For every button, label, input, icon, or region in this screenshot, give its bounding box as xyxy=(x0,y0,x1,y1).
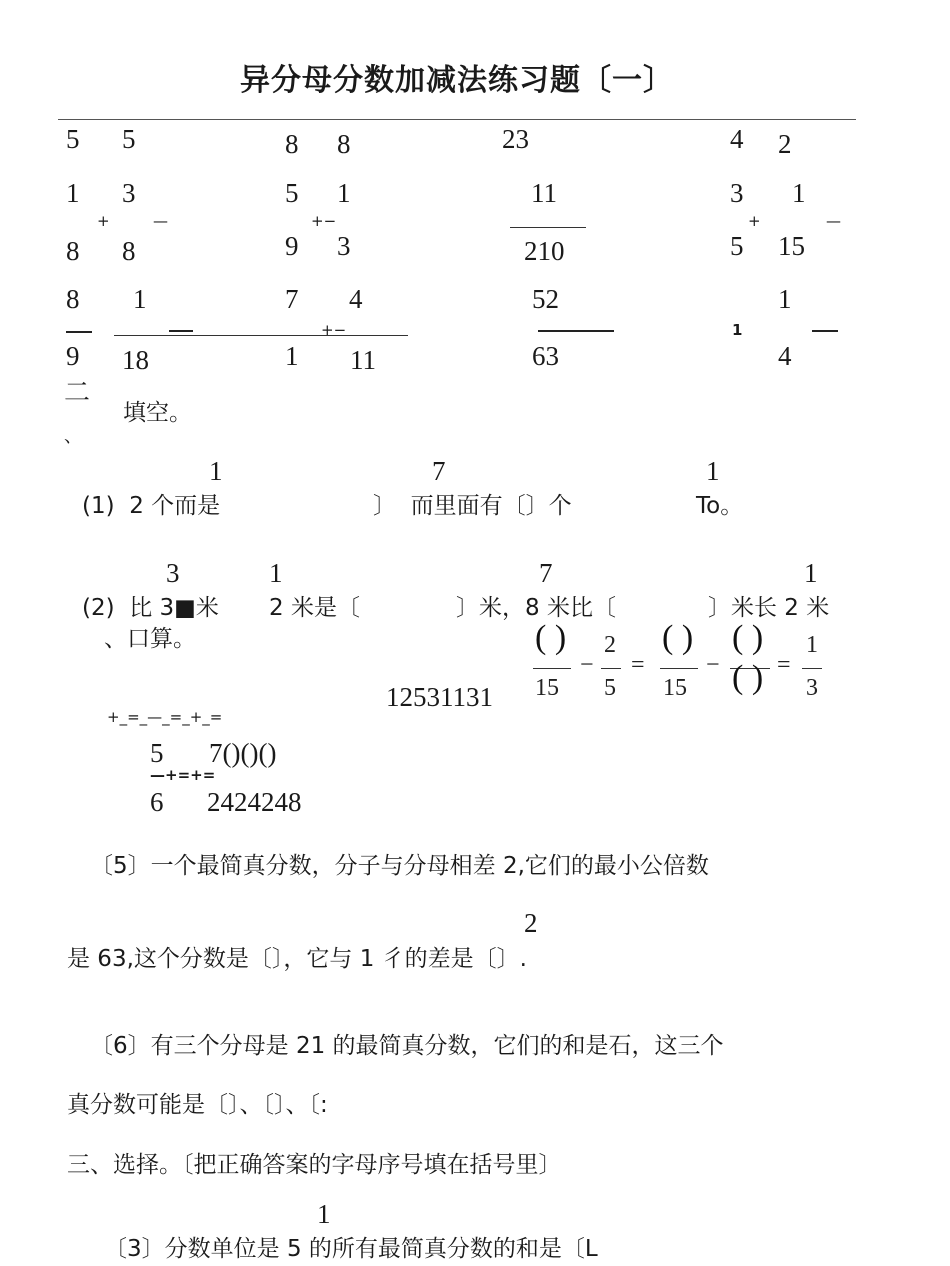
numeral: 52 xyxy=(532,284,559,314)
q1-fraction-top: 1 xyxy=(209,456,223,486)
q4-numbers: 12531131 xyxy=(386,682,493,712)
numeral: 1 xyxy=(806,632,818,658)
operator: + xyxy=(748,212,761,230)
numeral: 4 xyxy=(349,284,363,314)
numeral: 63 xyxy=(532,341,559,371)
q6-line-1: 〔6〕有三个分母是 21 的最简真分数，它们的和是石，这三个 xyxy=(90,1033,724,1059)
numeral: 8 xyxy=(285,129,299,159)
numeral: 15 xyxy=(663,675,687,701)
page-title: 异分母分数加减法练习题〔一〕 xyxy=(240,63,674,98)
numeral: 8 xyxy=(66,236,80,266)
numeral: 11 xyxy=(350,345,376,375)
q1-text-c: To。 xyxy=(696,493,744,519)
q1-fraction-top: 1 xyxy=(706,456,720,486)
numeral: 3 xyxy=(730,178,744,208)
numeral: 3 xyxy=(122,178,136,208)
fraction-bar xyxy=(660,668,698,669)
numeral: 1 xyxy=(778,284,792,314)
q2-fraction-top: 1 xyxy=(804,558,818,588)
numeral: 5 xyxy=(285,178,299,208)
section-two-mark: 、 xyxy=(64,426,82,447)
q4-operators-2: —+=+= xyxy=(150,766,216,784)
q4-blanks: 7()()() xyxy=(209,738,277,768)
operator: 1 xyxy=(732,321,743,339)
q2-text-b: 2 米是〔 xyxy=(269,595,360,621)
q2-text-a: (2) 比 3■米 xyxy=(82,595,219,621)
fraction-bar xyxy=(812,330,838,332)
q1-text-b: 〕 而里面有〔〕个 xyxy=(373,493,572,519)
blank-parens: ( ) xyxy=(732,659,764,696)
numeral: 9 xyxy=(66,341,80,371)
divider-line xyxy=(114,335,408,336)
operator: − xyxy=(706,652,720,678)
fraction-bar xyxy=(510,227,586,228)
sec3-q3-text: 〔3〕分数单位是 5 的所有最简真分数的和是〔L xyxy=(104,1236,598,1262)
title-divider xyxy=(58,119,856,120)
operator: +− xyxy=(311,212,337,230)
q2-fraction-top: 3 xyxy=(166,558,180,588)
operator: — xyxy=(826,212,841,230)
q5-line-1: 〔5〕一个最简真分数，分子与分母相差 2,它们的最小公倍数 xyxy=(90,853,709,879)
numeral: 15 xyxy=(535,675,559,701)
numeral: 11 xyxy=(531,178,557,208)
q1-fraction-top: 7 xyxy=(432,456,446,486)
numeral: 4 xyxy=(778,341,792,371)
q4-operators: +_=_—_=_+_= xyxy=(107,708,223,726)
fraction-bar xyxy=(66,331,92,333)
q2-fraction-top: 1 xyxy=(269,558,283,588)
numeral: 9 xyxy=(285,231,299,261)
operator: = xyxy=(777,652,791,678)
numeral: 1 xyxy=(285,341,299,371)
numeral: 5 xyxy=(122,124,136,154)
numeral: 1 xyxy=(133,284,147,314)
numeral: 7 xyxy=(285,284,299,314)
blank-parens: ( ) xyxy=(535,619,567,656)
fraction-bar xyxy=(533,668,571,669)
section-two-heading: 填空。 xyxy=(123,400,192,426)
q5-fraction-top: 2 xyxy=(524,908,538,938)
numeral: 6 xyxy=(150,787,164,817)
numeral: 5 xyxy=(730,231,744,261)
numeral: 8 xyxy=(337,129,351,159)
q5-line-2: 是 63,这个分数是〔〕，它与 1 彳的差是〔〕. xyxy=(67,946,527,972)
numeral: 8 xyxy=(122,236,136,266)
q3-fraction-top: 1 xyxy=(317,1199,331,1229)
section-three-heading: 三、选择。〔把正确答案的字母序号填在括号里〕 xyxy=(67,1152,562,1178)
numeral: 23 xyxy=(502,124,529,154)
numeral: 8 xyxy=(66,284,80,314)
section-two-number: 二 xyxy=(64,378,91,408)
q1-text-a: (1) 2 个而是 xyxy=(82,493,221,519)
numeral: 3 xyxy=(337,231,351,261)
numeral: 3 xyxy=(806,675,818,701)
fraction-bar xyxy=(538,330,614,332)
numeral: 1 xyxy=(337,178,351,208)
numeral: 210 xyxy=(524,236,565,266)
numeral: 5 xyxy=(66,124,80,154)
q2-text-c: 〕米，8 米比〔 xyxy=(456,595,616,621)
q3-heading: 、口算。 xyxy=(104,626,196,652)
numeral: 1 xyxy=(792,178,806,208)
q6-line-2: 真分数可能是〔〕、〔〕、〔: xyxy=(67,1092,328,1118)
q2-fraction-top: 7 xyxy=(539,558,553,588)
numeral: 2 xyxy=(778,129,792,159)
fraction-bar xyxy=(169,330,193,332)
operator: +− xyxy=(321,321,347,339)
operator: − xyxy=(580,652,594,678)
numeral: 2 xyxy=(604,632,616,658)
operator: — xyxy=(153,212,168,230)
numeral: 1 xyxy=(66,178,80,208)
operator: + xyxy=(97,212,110,230)
numeral: 18 xyxy=(122,345,149,375)
fraction-bar xyxy=(601,668,621,669)
operator: = xyxy=(631,652,645,678)
blank-parens: ( ) xyxy=(732,619,764,656)
numeral: 15 xyxy=(778,231,805,261)
fraction-bar xyxy=(802,668,822,669)
numeral: 5 xyxy=(604,675,616,701)
q2-text-d: 〕米长 2 米 xyxy=(708,595,830,621)
numeral: 5 xyxy=(150,738,164,768)
numeral: 4 xyxy=(730,124,744,154)
q4-numbers-2: 2424248 xyxy=(207,787,302,817)
blank-parens: ( ) xyxy=(662,619,694,656)
